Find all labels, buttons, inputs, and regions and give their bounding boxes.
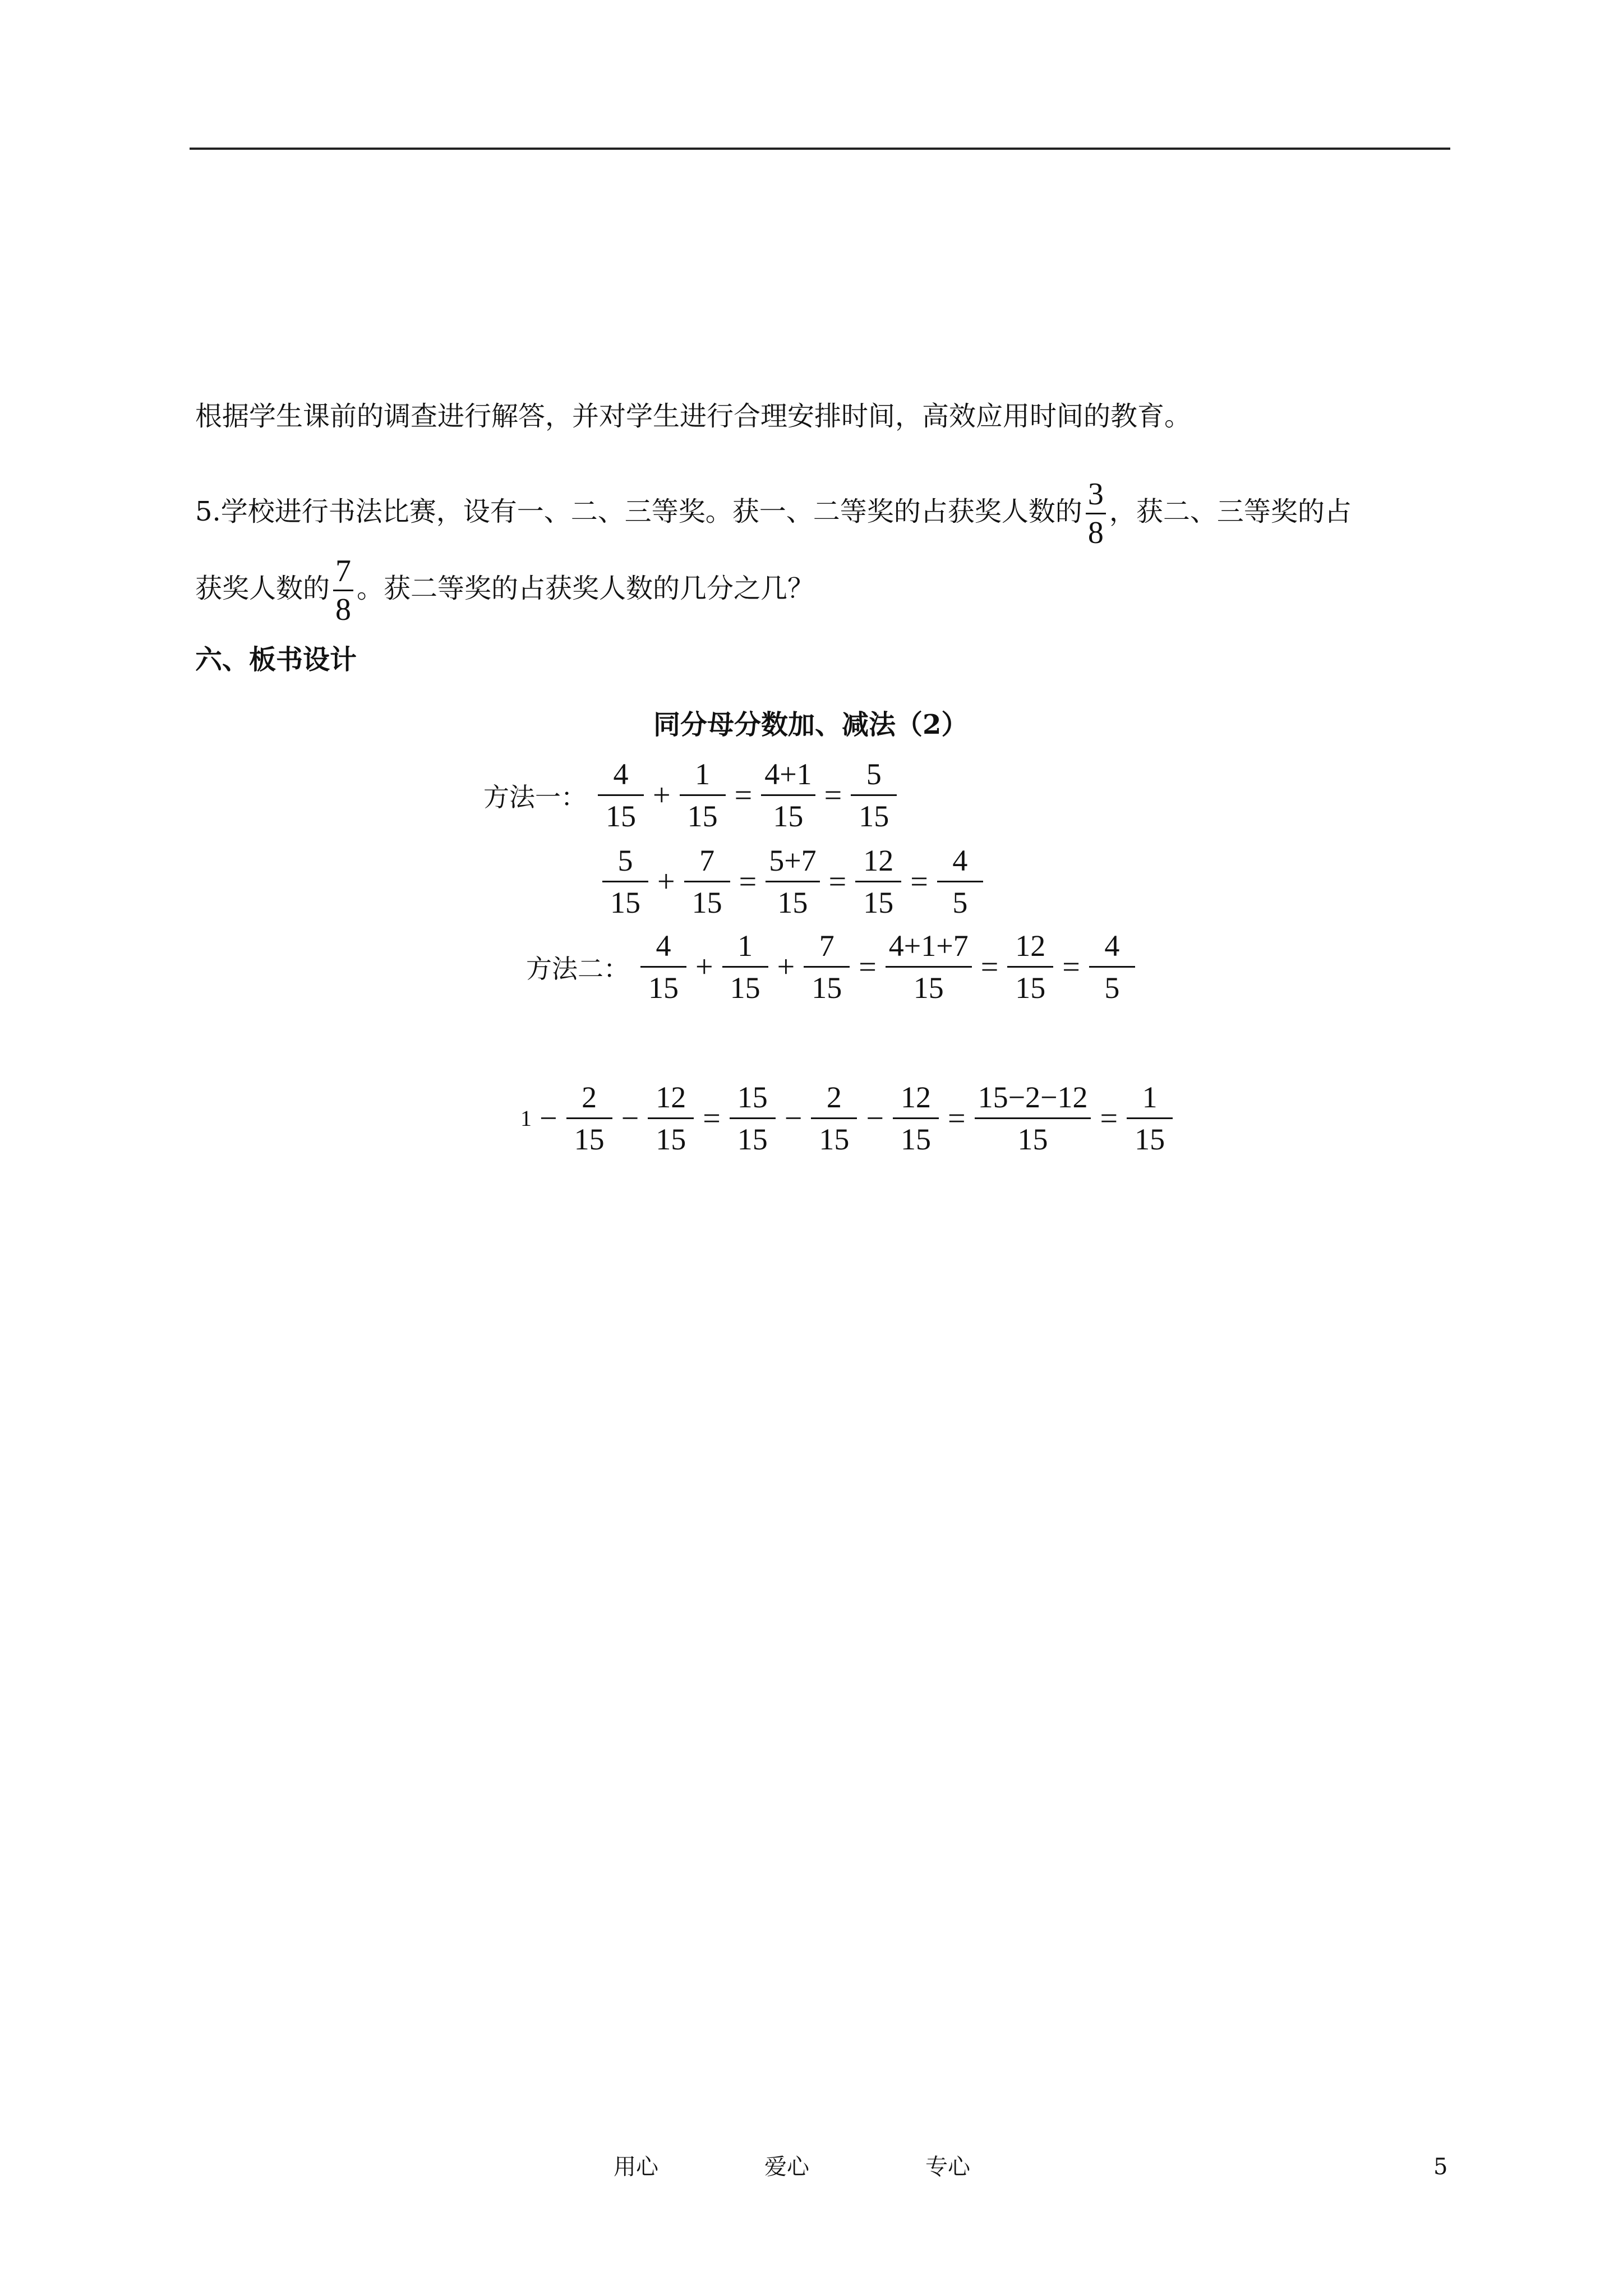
equals-sign: =	[703, 1101, 721, 1136]
paragraph-2-text-b: ，获二、三等奖的占	[1109, 496, 1352, 527]
fraction: $\frac{5+7}{15}$	[766, 843, 819, 921]
footer-word-2: 爱心	[764, 2154, 809, 2180]
board-row-4	[520, 1079, 1176, 1157]
header-rule	[190, 148, 1450, 150]
paragraph-3	[195, 553, 814, 628]
paragraph-1: 根据学生课前的调查进行解答，并对学生进行合理安排时间，高效应用时间的教育。	[195, 401, 1192, 432]
fraction: $\frac{7}{15}$	[684, 843, 730, 921]
page-number: 5	[1433, 2154, 1448, 2180]
fraction: $\frac{7}{15}$	[804, 928, 850, 1006]
minus-sign: −	[866, 1101, 884, 1136]
section-heading: 六、板书设计	[195, 644, 357, 675]
paragraph-2-text-a: 5.学校进行书法比赛，设有一、二、三等奖。获一、二等奖的占获奖人数的	[195, 496, 1082, 527]
fraction: $\frac{4}{5}$	[937, 843, 983, 921]
fraction-7-8: $\frac{7}{8}$	[333, 553, 353, 628]
equals-sign: =	[910, 864, 928, 899]
fraction: $\frac{4+1+7}{15}$	[886, 928, 972, 1006]
minus-sign: −	[540, 1101, 557, 1136]
fraction: $\frac{15}{15}$	[730, 1079, 776, 1157]
fraction-3-8: $\frac{3}{8}$	[1086, 476, 1106, 551]
equals-sign: =	[859, 949, 877, 984]
equals-sign: =	[980, 949, 999, 984]
fraction: $\frac{12}{15}$	[893, 1079, 939, 1157]
plus-sign: +	[777, 949, 795, 984]
equals-sign: =	[828, 864, 847, 899]
fraction: $\frac{4+1}{15}$	[761, 756, 815, 834]
equals-sign: =	[1062, 949, 1080, 984]
fraction: $\frac{4}{15}$	[598, 756, 644, 834]
fraction: $\frac{12}{15}$	[855, 843, 901, 921]
plus-sign: +	[657, 864, 675, 899]
fraction: $\frac{12}{15}$	[1007, 928, 1053, 1006]
plus-sign: +	[695, 949, 713, 984]
fraction: $\frac{2}{15}$	[566, 1079, 612, 1157]
board-row-1	[483, 756, 900, 834]
minus-sign: −	[784, 1101, 803, 1136]
fraction: $\frac{5}{15}$	[602, 843, 648, 921]
fraction: $\frac{15-2-12}{15}$	[975, 1079, 1091, 1157]
equals-sign: =	[739, 864, 757, 899]
fraction: $\frac{12}{15}$	[648, 1079, 694, 1157]
minus-sign: −	[621, 1101, 639, 1136]
fraction: $\frac{4}{5}$	[1089, 928, 1135, 1006]
equals-sign: =	[824, 777, 842, 813]
footer-word-1: 用心	[614, 2154, 658, 2180]
equals-sign: =	[734, 777, 753, 813]
board-title: 同分母分数加、减法（2）	[653, 709, 969, 740]
equals-sign: =	[947, 1101, 966, 1136]
paragraph-2	[195, 476, 1352, 551]
fraction: $\frac{1}{15}$	[1127, 1079, 1173, 1157]
board-row-3	[526, 928, 1138, 1006]
method-1-label: 方法一：	[483, 781, 587, 812]
equals-sign: =	[1100, 1101, 1118, 1136]
paragraph-3-text-a: 获奖人数的	[195, 573, 330, 604]
method-2-label: 方法二：	[526, 953, 629, 984]
fraction: $\frac{1}{15}$	[722, 928, 768, 1006]
paragraph-3-text-b: 。获二等奖的占获奖人数的几分之几？	[357, 573, 815, 604]
leading-one: 1	[520, 1106, 532, 1131]
fraction: $\frac{2}{15}$	[811, 1079, 857, 1157]
plus-sign: +	[653, 777, 671, 813]
fraction: $\frac{1}{15}$	[680, 756, 726, 834]
board-row-2	[599, 843, 986, 921]
fraction: $\frac{5}{15}$	[851, 756, 897, 834]
footer-word-3: 专心	[925, 2154, 970, 2180]
fraction: $\frac{4}{15}$	[640, 928, 686, 1006]
